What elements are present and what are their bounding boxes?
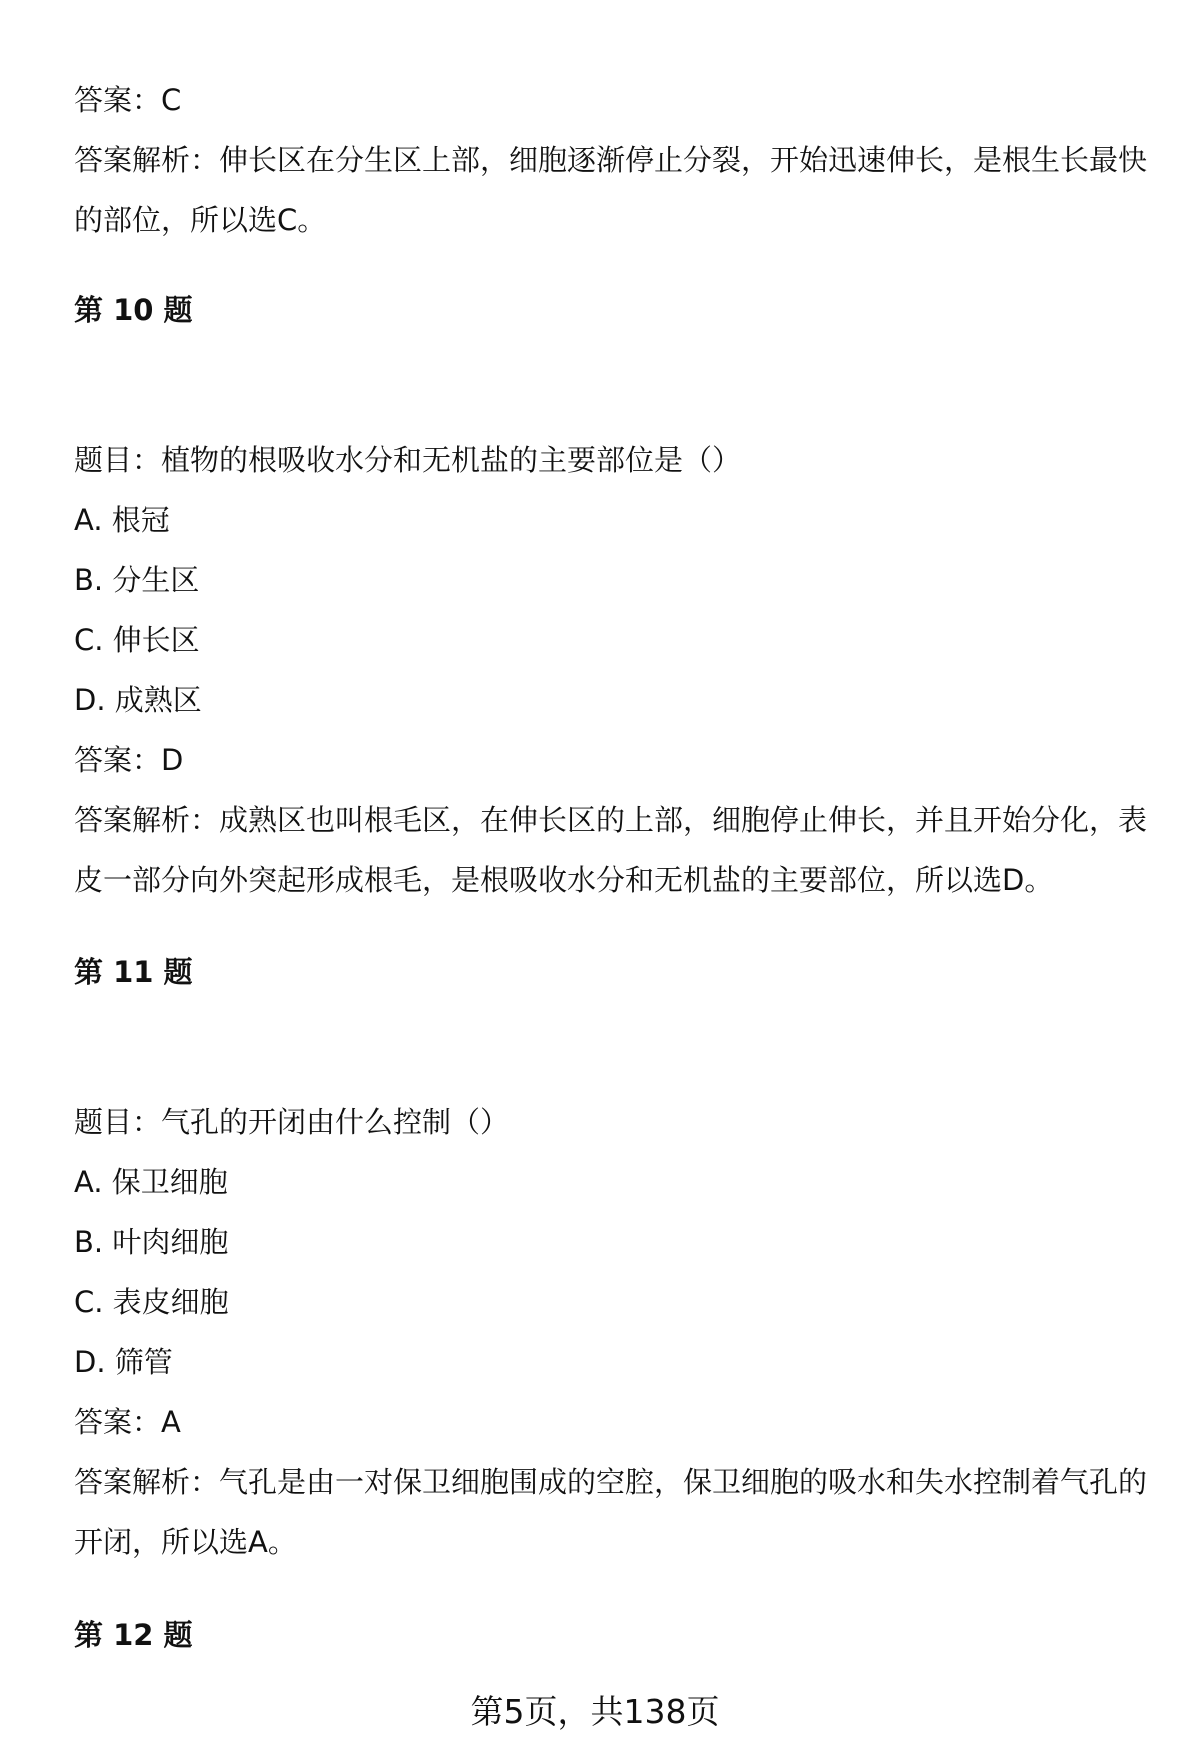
question-10-stem: 题目：植物的根吸收水分和无机盐的主要部位是（） <box>74 443 742 477</box>
question-11-option-b: B. 叶肉细胞 <box>74 1225 229 1259</box>
question-11-heading: 第 11 题 <box>74 955 193 989</box>
question-10-option-b: B. 分生区 <box>74 563 200 597</box>
question-10-answer: 答案：D <box>74 743 184 777</box>
question-11-option-c: C. 表皮细胞 <box>74 1285 229 1319</box>
question-11-option-d: D. 筛管 <box>74 1345 173 1379</box>
question-10-heading: 第 10 题 <box>74 293 193 327</box>
prev-answer: 答案：C <box>74 83 182 117</box>
question-10-option-d: D. 成熟区 <box>74 683 202 717</box>
question-12-heading: 第 12 题 <box>74 1618 193 1652</box>
question-10-option-a: A. 根冠 <box>74 503 170 537</box>
question-11-answer: 答案：A <box>74 1405 181 1439</box>
question-11-stem: 题目：气孔的开闭由什么控制（） <box>74 1105 510 1139</box>
question-10-analysis: 答案解析：成熟区也叫根毛区，在伸长区的上部，细胞停止伸长，并且开始分化，表皮一部分向外突起形成根毛，是根吸收水分和无机盐的主要部位，所以选D。 <box>74 803 1148 897</box>
question-11-analysis: 答案解析：气孔是由一对保卫细胞围成的空腔，保卫细胞的吸水和失水控制着气孔的开闭，所以选A。 <box>74 1465 1148 1559</box>
question-10-option-c: C. 伸长区 <box>74 623 200 657</box>
page-number-footer: 第5页，共138页 <box>470 1692 720 1731</box>
question-11-option-a: A. 保卫细胞 <box>74 1165 228 1199</box>
prev-analysis: 答案解析：伸长区在分生区上部，细胞逐渐停止分裂，开始迅速伸长，是根生长最快的部位，所以选C。 <box>74 143 1148 237</box>
